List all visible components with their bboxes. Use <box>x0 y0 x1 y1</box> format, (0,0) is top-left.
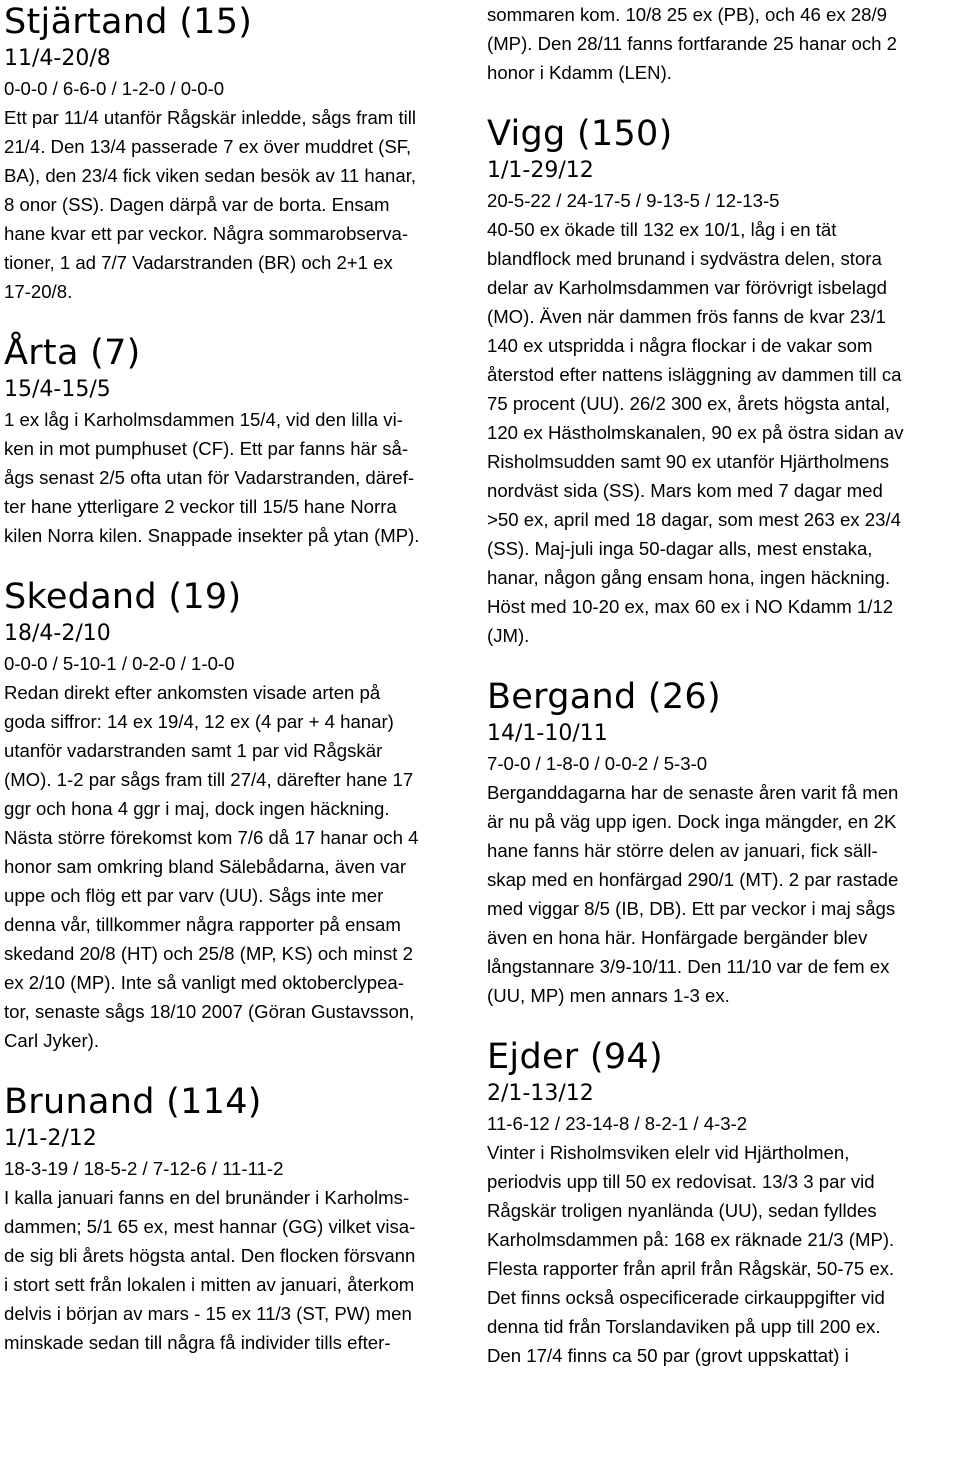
text-line: (MO). Även när dammen frös fanns de kvar 23/1 <box>487 306 886 327</box>
text-line: 8 onor (SS). Dagen därpå var de borta. Ensam <box>4 194 390 215</box>
species-heading: Ejder (94) <box>487 1037 663 1077</box>
text-line: hanar, någon gång ensam hona, ingen häckning. <box>487 567 891 588</box>
species-heading: Vigg (150) <box>487 114 673 154</box>
section-spacer <box>4 550 472 575</box>
species-text <box>487 215 957 650</box>
species-heading: Skedand (19) <box>4 577 242 617</box>
text-line: 21/4. Den 13/4 passerade 7 ex över muddret (SF, <box>4 136 412 157</box>
text-line: sommaren kom. 10/8 25 ex (PB), och 46 ex 28/9 <box>487 4 887 25</box>
text-line: utanför vadarstranden samt 1 par vid Rågskär <box>4 740 383 761</box>
text-line: (UU, MP) men annars 1-3 ex. <box>487 985 730 1006</box>
species-heading: Brunand (114) <box>4 1082 262 1122</box>
section-spacer <box>4 306 472 331</box>
seasonal-counts: 18-3-19 / 18-5-2 / 7-12-6 / 11-11-2 <box>4 1158 284 1179</box>
text-line: dammen; 5/1 65 ex, mest hannar (GG) vilket visa- <box>4 1216 416 1237</box>
text-line: 40-50 ex ökade till 132 ex 10/1, låg i en tät <box>487 219 837 240</box>
text-line: periodvis upp till 50 ex redovisat. 13/3 3 par vid <box>487 1171 875 1192</box>
species-heading: Stjärtand (15) <box>4 2 253 42</box>
species-heading: Bergand (26) <box>487 677 721 717</box>
text-line: skap med en honfärgad 290/1 (MT). 2 par rastade <box>487 869 899 890</box>
date-range: 15/4-15/5 <box>4 377 111 402</box>
section-spacer <box>4 1055 472 1080</box>
text-line: 75 procent (UU). 26/2 300 ex, årets högsta antal, <box>487 393 891 414</box>
species-section-vigg <box>487 112 957 650</box>
text-line: I kalla januari fanns en del brunänder i Karholms- <box>4 1187 410 1208</box>
species-section-stjartand <box>4 0 472 306</box>
species-heading: Årta (7) <box>4 333 141 373</box>
text-line: återstod efter nattens isläggning av dammen till ca <box>487 364 902 385</box>
text-line: Risholmsudden samt 90 ex utanför Hjärtholmens <box>487 451 890 472</box>
section-spacer <box>487 650 957 675</box>
text-line: även en hona här. Honfärgade bergänder blev <box>487 927 868 948</box>
text-line: Rågskär troligen nyanlända (UU), sedan fylldes <box>487 1200 877 1221</box>
seasonal-counts: 7-0-0 / 1-8-0 / 0-0-2 / 5-3-0 <box>487 753 708 774</box>
species-text <box>4 103 472 306</box>
seasonal-counts: 0-0-0 / 6-6-0 / 1-2-0 / 0-0-0 <box>4 78 225 99</box>
species-section-ejder <box>487 1035 957 1370</box>
text-line: ågs senast 2/5 ofta utan för Vadarstranden, däref- <box>4 467 415 488</box>
text-line: tor, senaste sågs 18/10 2007 (Göran Gustavsson, <box>4 1001 415 1022</box>
species-text <box>487 0 957 87</box>
text-line: i stort sett från lokalen i mitten av januari, återkom <box>4 1274 415 1295</box>
text-line: tioner, 1 ad 7/7 Vadarstranden (BR) och 2+1 ex <box>4 252 393 273</box>
species-section-brunand-continued <box>487 0 957 87</box>
date-range: 1/1-2/12 <box>4 1126 97 1151</box>
text-line: (MO). 1-2 par sågs fram till 27/4, därefter hane 17 <box>4 769 414 790</box>
species-section-bergand <box>487 675 957 1010</box>
text-line: skedand 20/8 (HT) och 25/8 (MP, KS) och minst 2 <box>4 943 413 964</box>
text-line: honor sam omkring bland Sälebådarna, även var <box>4 856 407 877</box>
text-line: nordväst sida (SS). Mars kom med 7 dagar med <box>487 480 883 501</box>
text-line: Flesta rapporter från april från Rågskär, 50-75 ex. <box>487 1258 895 1279</box>
text-line: Redan direkt efter ankomsten visade arten på <box>4 682 381 703</box>
text-line: BA), den 23/4 fick viken sedan besök av 11 hanar, <box>4 165 417 186</box>
text-line: denna vår, tillkommer några rapporter på ensam <box>4 914 401 935</box>
text-line: 1 ex låg i Karholmsdammen 15/4, vid den lilla vi- <box>4 409 403 430</box>
text-line: >50 ex, april med 18 dagar, som mest 263 ex 23/4 <box>487 509 901 530</box>
text-line: ggr och hona 4 ggr i maj, dock ingen häckning. <box>4 798 390 819</box>
text-line: (MP). Den 28/11 fanns fortfarande 25 hanar och 2 <box>487 33 897 54</box>
text-line: goda siffror: 14 ex 19/4, 12 ex (4 par + 4 hanar) <box>4 711 394 732</box>
text-line: Höst med 10-20 ex, max 60 ex i NO Kdamm 1/12 <box>487 596 894 617</box>
text-line: långstannare 3/9-10/11. Den 11/10 var de fem ex <box>487 956 890 977</box>
text-line: (SS). Maj-juli inga 50-dagar alls, mest enstaka, <box>487 538 873 559</box>
seasonal-counts: 11-6-12 / 23-14-8 / 8-2-1 / 4-3-2 <box>487 1113 748 1134</box>
text-line: med viggar 8/5 (IB, DB). Ett par veckor i maj sågs <box>487 898 896 919</box>
species-section-skedand <box>4 575 472 1055</box>
text-line: delar av Karholmsdammen var förövrigt isbelagd <box>487 277 887 298</box>
text-line: Det finns också ospecificerade cirkauppgifter vid <box>487 1287 885 1308</box>
text-line: 17-20/8. <box>4 281 73 302</box>
text-line: Vinter i Risholmsviken elelr vid Hjärtholmen, <box>487 1142 850 1163</box>
text-line: hane fanns här större delen av januari, fick säll- <box>487 840 878 861</box>
text-line: 120 ex Hästholmskanalen, 90 ex på östra sidan av <box>487 422 904 443</box>
section-spacer <box>487 1010 957 1035</box>
date-range: 1/1-29/12 <box>487 158 594 183</box>
text-line: ken in mot pumphuset (CF). Ett par fanns här så- <box>4 438 409 459</box>
text-line: honor i Kdamm (LEN). <box>487 62 672 83</box>
species-text <box>487 778 957 1010</box>
seasonal-counts: 20-5-22 / 24-17-5 / 9-13-5 / 12-13-5 <box>487 190 780 211</box>
species-text <box>4 678 472 1055</box>
text-line: ter hane ytterligare 2 veckor till 15/5 hane Norra <box>4 496 397 517</box>
species-section-arta <box>4 331 472 550</box>
text-line: är nu på väg upp igen. Dock inga mängder, en 2K <box>487 811 897 832</box>
text-line: de sig bli årets högsta antal. Den flocken försvann <box>4 1245 416 1266</box>
date-range: 14/1-10/11 <box>487 721 608 746</box>
seasonal-counts: 0-0-0 / 5-10-1 / 0-2-0 / 1-0-0 <box>4 653 235 674</box>
section-spacer <box>487 87 957 112</box>
species-text <box>487 1138 957 1370</box>
species-text <box>4 1183 472 1357</box>
left-column <box>4 0 472 1357</box>
text-line: (JM). <box>487 625 530 646</box>
text-line: ex 2/10 (MP). Inte så vanligt med oktoberclypea- <box>4 972 404 993</box>
date-range: 2/1-13/12 <box>487 1081 594 1106</box>
right-column <box>487 0 957 1370</box>
text-line: uppe och flög ett par varv (UU). Sågs inte mer <box>4 885 384 906</box>
text-line: Karholmsdammen på: 168 ex räknade 21/3 (MP). <box>487 1229 895 1250</box>
text-line: Den 17/4 finns ca 50 par (grovt uppskattat) i <box>487 1345 849 1366</box>
text-line: Berganddagarna har de senaste åren varit få men <box>487 782 899 803</box>
text-line: Ett par 11/4 utanför Rågskär inledde, sågs fram till <box>4 107 417 128</box>
date-range: 18/4-2/10 <box>4 621 111 646</box>
text-line: kilen Norra kilen. Snappade insekter på ytan (MP). <box>4 525 420 546</box>
text-line: blandflock med brunand i sydvästra delen, stora <box>487 248 882 269</box>
text-line: hane kvar ett par veckor. Några sommarobserva- <box>4 223 409 244</box>
text-line: Nästa större förekomst kom 7/6 då 17 hanar och 4 <box>4 827 419 848</box>
text-line: minskade sedan till några få individer tills efter- <box>4 1332 391 1353</box>
text-line: 140 ex utspridda i några flockar i de vakar som <box>487 335 873 356</box>
species-section-brunand <box>4 1080 472 1357</box>
text-line: Carl Jyker). <box>4 1030 100 1051</box>
species-text <box>4 405 472 550</box>
text-line: delvis i början av mars - 15 ex 11/3 (ST, PW) men <box>4 1303 412 1324</box>
date-range: 11/4-20/8 <box>4 46 111 71</box>
text-line: denna tid från Torslandaviken på upp till 200 ex. <box>487 1316 881 1337</box>
